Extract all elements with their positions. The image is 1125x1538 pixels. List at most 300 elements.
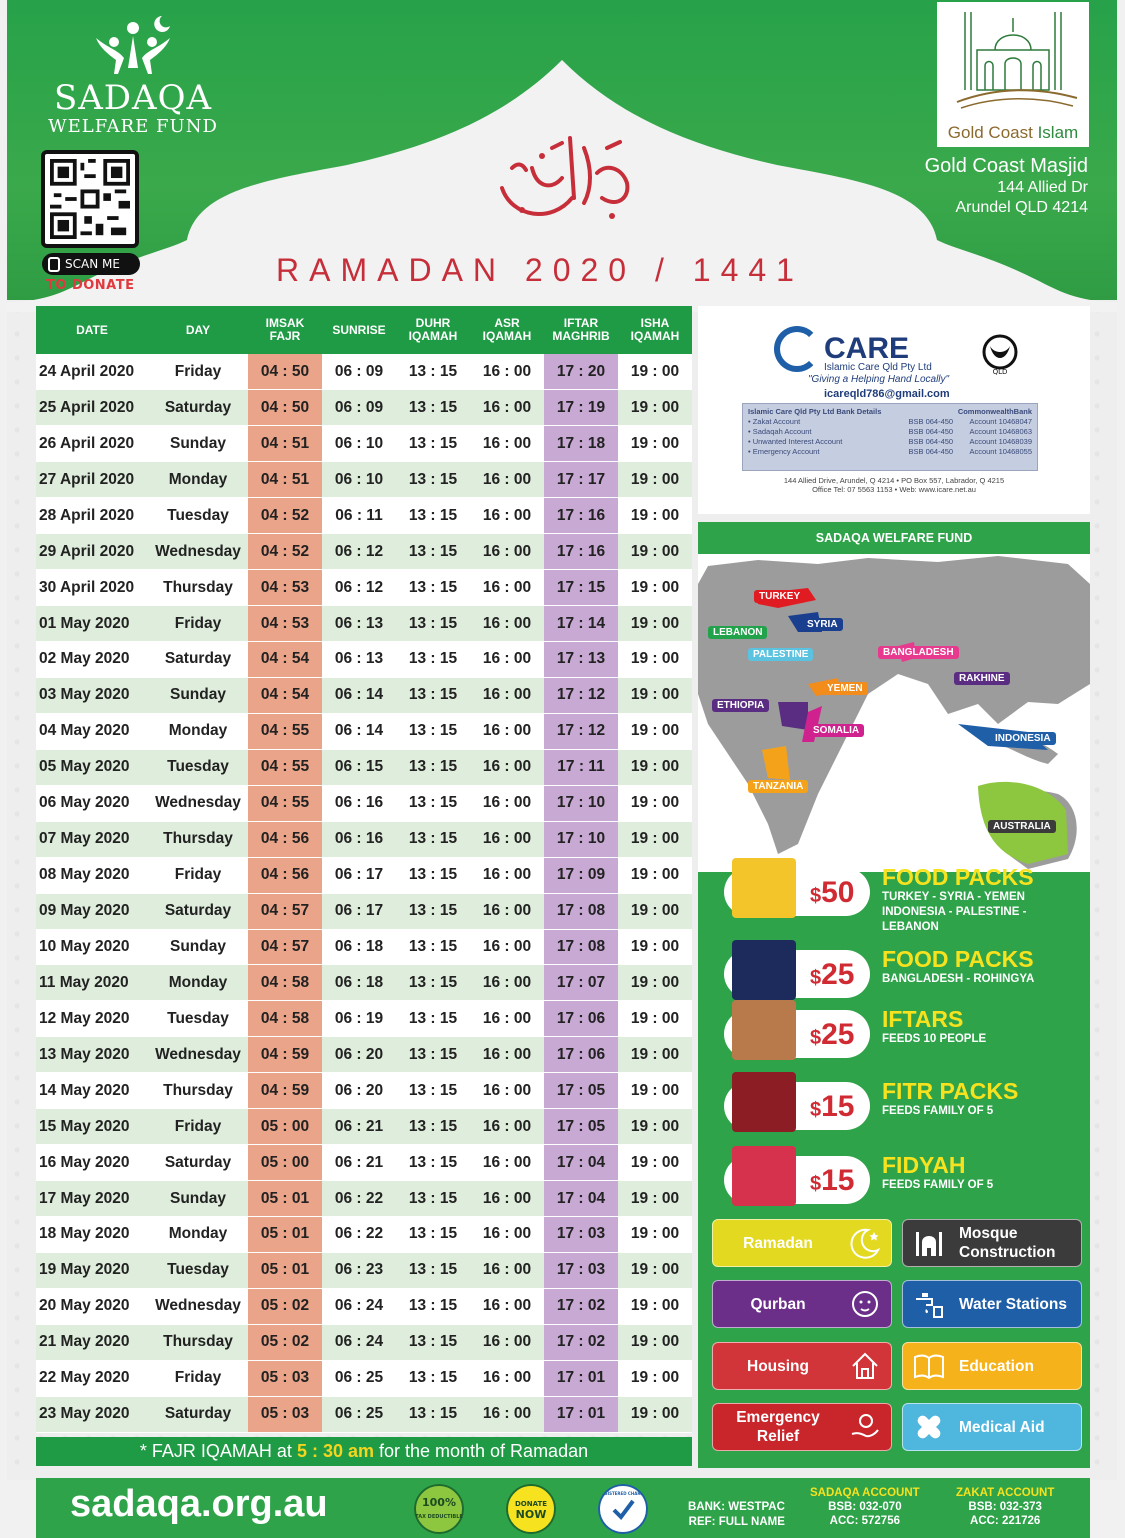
category-label: Ramadan	[743, 1234, 813, 1252]
cell-day: Tuesday	[148, 749, 248, 785]
table-row	[36, 929, 692, 965]
category-qurban[interactable]	[712, 1280, 892, 1328]
masjid-address	[925, 155, 1088, 218]
cell-date: 20 May 2020	[36, 1288, 148, 1324]
cell-date: 19 May 2020	[36, 1252, 148, 1288]
category-label: Housing	[747, 1357, 809, 1375]
cell-asr: 16 : 00	[470, 1145, 544, 1181]
category-ramadan[interactable]	[712, 1219, 892, 1267]
cell-fajr: 04 : 55	[248, 749, 322, 785]
cell-asr: 16 : 00	[470, 1073, 544, 1109]
cell-isha: 19 : 00	[618, 1073, 692, 1109]
table-row	[36, 1109, 692, 1145]
cell-fajr: 04 : 56	[248, 857, 322, 893]
logo-name: SADAQA	[53, 78, 213, 118]
food-pack-box-icon	[732, 1000, 796, 1060]
cell-isha: 19 : 00	[618, 1252, 692, 1288]
cell-sunrise: 06 : 25	[322, 1360, 396, 1396]
cell-iftar: 17 : 10	[544, 821, 618, 857]
cell-date: 13 May 2020	[36, 1037, 148, 1073]
cell-iftar: 17 : 12	[544, 677, 618, 713]
cell-sunrise: 06 : 10	[322, 426, 396, 462]
food-pack-box-icon	[732, 858, 796, 918]
address-line1: 144 Allied Dr	[997, 179, 1088, 196]
cell-isha: 19 : 00	[618, 462, 692, 498]
house-icon	[843, 1346, 887, 1386]
cell-isha: 19 : 00	[618, 426, 692, 462]
cell-fajr: 04 : 54	[248, 642, 322, 678]
cell-fajr: 04 : 57	[248, 893, 322, 929]
donation-title: IFTARS	[882, 1006, 964, 1032]
table-row	[36, 1073, 692, 1109]
donation-item[interactable]	[724, 858, 1084, 933]
cell-duhr: 13 : 15	[396, 1145, 470, 1181]
cell-isha: 19 : 00	[618, 965, 692, 1001]
gold-coast-islam-logo	[937, 2, 1089, 147]
icare-panel	[698, 306, 1090, 514]
icare-account-name: • Zakat Account	[748, 417, 801, 426]
cell-day: Sunday	[148, 426, 248, 462]
category-label: Water Stations	[959, 1295, 1067, 1313]
badge-tax-line2: TAX DEDUCTIBLE	[415, 1514, 463, 1520]
category-label: Mosque Construction	[959, 1225, 1056, 1261]
cell-duhr: 13 : 15	[396, 390, 470, 426]
cell-isha: 19 : 00	[618, 1181, 692, 1217]
bank-info	[688, 1500, 785, 1530]
donation-price	[810, 1090, 855, 1124]
cell-fajr: 04 : 54	[248, 677, 322, 713]
icare-account-row	[748, 447, 1032, 457]
column-header: IMSAK FAJR	[248, 306, 322, 354]
zakat-account	[956, 1486, 1054, 1528]
currency-symbol: $	[810, 885, 822, 907]
cell-day: Tuesday	[148, 1252, 248, 1288]
icare-account-acc: Account 10468055	[969, 447, 1032, 456]
cell-fajr: 04 : 53	[248, 606, 322, 642]
cell-isha: 19 : 00	[618, 606, 692, 642]
cell-sunrise: 06 : 21	[322, 1109, 396, 1145]
gc-green-text: Islam	[1037, 123, 1079, 142]
table-row	[36, 1360, 692, 1396]
cell-date: 22 May 2020	[36, 1360, 148, 1396]
cell-date: 15 May 2020	[36, 1109, 148, 1145]
table-row	[36, 1181, 692, 1217]
cell-iftar: 17 : 11	[544, 749, 618, 785]
cell-isha: 19 : 00	[618, 1145, 692, 1181]
cell-iftar: 17 : 05	[544, 1109, 618, 1145]
cell-fajr: 04 : 56	[248, 821, 322, 857]
cell-duhr: 13 : 15	[396, 1001, 470, 1037]
cell-date: 06 May 2020	[36, 785, 148, 821]
table-header-row	[36, 306, 692, 354]
cell-sunrise: 06 : 16	[322, 785, 396, 821]
donation-item[interactable]	[724, 1000, 1084, 1070]
category-label: Medical Aid	[959, 1418, 1045, 1436]
panel-title: SADAQA WELFARE FUND	[815, 531, 973, 545]
cell-isha: 19 : 00	[618, 354, 692, 390]
cell-duhr: 13 : 15	[396, 929, 470, 965]
price-value: 25	[821, 1018, 855, 1051]
cell-iftar: 17 : 08	[544, 929, 618, 965]
cell-isha: 19 : 00	[618, 1360, 692, 1396]
zakat-acc: ACC: 221726	[970, 1515, 1041, 1527]
cell-duhr: 13 : 15	[396, 1288, 470, 1324]
cell-iftar: 17 : 04	[544, 1181, 618, 1217]
cell-duhr: 13 : 15	[396, 642, 470, 678]
cell-sunrise: 06 : 12	[322, 570, 396, 606]
cell-isha: 19 : 00	[618, 929, 692, 965]
icare-account-bsb: BSB 064-450	[908, 417, 954, 426]
zakat-account-title: ZAKAT ACCOUNT	[956, 1487, 1055, 1499]
cell-date: 21 May 2020	[36, 1324, 148, 1360]
cell-iftar: 17 : 13	[544, 642, 618, 678]
table-row	[36, 857, 692, 893]
map-label-rakhine: RAKHINE	[954, 672, 1010, 685]
cell-fajr: 04 : 52	[248, 534, 322, 570]
icare-account-bsb: BSB 064-450	[908, 447, 954, 456]
cell-fajr: 04 : 53	[248, 570, 322, 606]
icare-bank-details	[742, 403, 1038, 471]
column-header: SUNRISE	[322, 306, 396, 354]
cell-date: 10 May 2020	[36, 929, 148, 965]
zakat-bsb: BSB: 032-373	[968, 1501, 1042, 1513]
registered-charity-badge	[598, 1484, 648, 1534]
cell-isha: 19 : 00	[618, 1109, 692, 1145]
map-label-indonesia: INDONESIA	[990, 732, 1056, 745]
cell-sunrise: 06 : 14	[322, 677, 396, 713]
icare-account-bsb: BSB 064-450	[908, 437, 954, 446]
donation-item[interactable]	[724, 1072, 1084, 1142]
cell-isha: 19 : 00	[618, 893, 692, 929]
cell-asr: 16 : 00	[470, 1288, 544, 1324]
website-link[interactable]: sadaqa.org.au	[70, 1483, 328, 1525]
table-row	[36, 390, 692, 426]
cell-fajr: 04 : 59	[248, 1073, 322, 1109]
icare-address	[698, 476, 1090, 494]
cell-sunrise: 06 : 22	[322, 1217, 396, 1253]
note-suffix: for the month of Ramadan	[373, 1441, 589, 1461]
cell-day: Thursday	[148, 570, 248, 606]
cell-duhr: 13 : 15	[396, 821, 470, 857]
mosque-icon	[907, 1223, 951, 1263]
cell-fajr: 05 : 01	[248, 1217, 322, 1253]
cell-date: 08 May 2020	[36, 857, 148, 893]
cell-fajr: 04 : 59	[248, 1037, 322, 1073]
cell-iftar: 17 : 03	[544, 1252, 618, 1288]
cell-date: 09 May 2020	[36, 893, 148, 929]
cell-sunrise: 06 : 13	[322, 606, 396, 642]
cell-date: 02 May 2020	[36, 642, 148, 678]
logo-subtitle: WELFARE FUND	[48, 116, 218, 137]
cell-duhr: 13 : 15	[396, 462, 470, 498]
cell-fajr: 04 : 57	[248, 929, 322, 965]
cell-sunrise: 06 : 22	[322, 1181, 396, 1217]
moon-star-icon	[843, 1223, 887, 1263]
cell-day: Friday	[148, 606, 248, 642]
cell-date: 04 May 2020	[36, 713, 148, 749]
tax-deductible-badge	[414, 1484, 464, 1534]
cell-date: 18 May 2020	[36, 1217, 148, 1253]
table-row	[36, 534, 692, 570]
cell-sunrise: 06 : 20	[322, 1073, 396, 1109]
cell-isha: 19 : 00	[618, 570, 692, 606]
table-row	[36, 1288, 692, 1324]
donation-item[interactable]	[724, 1146, 1084, 1216]
cell-fajr: 04 : 55	[248, 785, 322, 821]
cell-asr: 16 : 00	[470, 677, 544, 713]
cell-asr: 16 : 00	[470, 1181, 544, 1217]
prayer-timetable	[36, 306, 692, 1433]
cell-sunrise: 06 : 24	[322, 1324, 396, 1360]
price-value: 50	[821, 876, 855, 909]
cell-iftar: 17 : 02	[544, 1324, 618, 1360]
cell-duhr: 13 : 15	[396, 1396, 470, 1432]
cell-day: Saturday	[148, 1396, 248, 1432]
column-header: DUHR IQAMAH	[396, 306, 470, 354]
cell-date: 23 May 2020	[36, 1396, 148, 1432]
cell-fajr: 05 : 01	[248, 1181, 322, 1217]
cell-asr: 16 : 00	[470, 570, 544, 606]
category-water-stations[interactable]	[902, 1280, 1082, 1328]
cell-sunrise: 06 : 23	[322, 1252, 396, 1288]
icare-account-acc: Account 10468063	[969, 427, 1032, 436]
scan-me-text: SCAN ME	[65, 257, 120, 271]
cell-date: 01 May 2020	[36, 606, 148, 642]
cell-sunrise: 06 : 20	[322, 1037, 396, 1073]
category-label: Education	[959, 1357, 1034, 1375]
cell-iftar: 17 : 20	[544, 354, 618, 390]
donation-description: FEEDS 10 PEOPLE	[882, 1033, 987, 1045]
fajr-iqamah-note	[36, 1437, 692, 1466]
cell-asr: 16 : 00	[470, 426, 544, 462]
cell-asr: 16 : 00	[470, 498, 544, 534]
cell-asr: 16 : 00	[470, 713, 544, 749]
cell-asr: 16 : 00	[470, 534, 544, 570]
cell-date: 27 April 2020	[36, 462, 148, 498]
cell-asr: 16 : 00	[470, 1001, 544, 1037]
cell-sunrise: 06 : 18	[322, 929, 396, 965]
cell-fajr: 04 : 51	[248, 426, 322, 462]
cell-day: Monday	[148, 965, 248, 1001]
donation-title: FITR PACKS	[882, 1078, 1019, 1104]
map-label-lebanon: LEBANON	[708, 626, 767, 639]
cell-isha: 19 : 00	[618, 498, 692, 534]
qr-code-icon	[50, 159, 130, 239]
cell-sunrise: 06 : 24	[322, 1288, 396, 1324]
cell-fajr: 04 : 58	[248, 1001, 322, 1037]
currency-symbol: $	[810, 1173, 822, 1195]
cell-duhr: 13 : 15	[396, 570, 470, 606]
cell-sunrise: 06 : 11	[322, 498, 396, 534]
icare-company: Islamic Care Qld Pty Ltd	[824, 362, 932, 373]
sadaqa-account	[810, 1486, 920, 1528]
cell-sunrise: 06 : 17	[322, 893, 396, 929]
cell-day: Saturday	[148, 642, 248, 678]
table-row	[36, 1145, 692, 1181]
column-header: ASR IQAMAH	[470, 306, 544, 354]
icare-ring-icon	[774, 326, 820, 372]
category-label: Qurban	[750, 1295, 806, 1313]
cell-day: Monday	[148, 1217, 248, 1253]
cell-fajr: 04 : 52	[248, 498, 322, 534]
cell-date: 03 May 2020	[36, 677, 148, 713]
table-row	[36, 1217, 692, 1253]
ref-label: REF:	[688, 1516, 716, 1528]
donation-description: FEEDS FAMILY OF 5	[882, 1179, 994, 1191]
sadaqa-account-title: SADAQA ACCOUNT	[810, 1487, 920, 1499]
bank-label: BANK:	[688, 1501, 726, 1513]
table-row	[36, 965, 692, 1001]
cell-asr: 16 : 00	[470, 965, 544, 1001]
cell-asr: 16 : 00	[470, 749, 544, 785]
table-row	[36, 498, 692, 534]
cell-sunrise: 06 : 10	[322, 462, 396, 498]
icare-name: CARE	[824, 332, 910, 365]
currency-symbol: $	[810, 1027, 822, 1049]
cell-isha: 19 : 00	[618, 1037, 692, 1073]
map-label-australia: AUSTRALIA	[988, 820, 1056, 833]
cell-day: Tuesday	[148, 498, 248, 534]
address-line2: Arundel QLD 4214	[955, 199, 1088, 216]
cell-asr: 16 : 00	[470, 1360, 544, 1396]
cell-duhr: 13 : 15	[396, 498, 470, 534]
category-emergency-relief[interactable]	[712, 1403, 892, 1451]
category-mosque-construction[interactable]	[902, 1219, 1082, 1267]
cell-isha: 19 : 00	[618, 749, 692, 785]
cell-iftar: 17 : 09	[544, 857, 618, 893]
badge-charity-text: REGISTERED CHARITY	[598, 1491, 648, 1496]
cell-duhr: 13 : 15	[396, 893, 470, 929]
donation-description: FEEDS FAMILY OF 5	[882, 1105, 994, 1117]
cell-iftar: 17 : 16	[544, 498, 618, 534]
cell-asr: 16 : 00	[470, 1252, 544, 1288]
cell-duhr: 13 : 15	[396, 606, 470, 642]
cell-sunrise: 06 : 14	[322, 713, 396, 749]
cell-iftar: 17 : 16	[544, 534, 618, 570]
cell-sunrise: 06 : 19	[322, 1001, 396, 1037]
cell-duhr: 13 : 15	[396, 1252, 470, 1288]
table-row	[36, 1001, 692, 1037]
cell-fajr: 05 : 00	[248, 1145, 322, 1181]
cell-asr: 16 : 00	[470, 462, 544, 498]
icare-tagline: "Giving a Helping Hand Locally"	[808, 374, 950, 385]
cell-duhr: 13 : 15	[396, 713, 470, 749]
cell-iftar: 17 : 15	[544, 570, 618, 606]
food-pack-box-icon	[732, 940, 796, 1000]
category-medical-aid[interactable]	[902, 1403, 1082, 1451]
cell-iftar: 17 : 04	[544, 1145, 618, 1181]
badge-donate-line1: DONATE	[514, 1500, 548, 1508]
cell-isha: 19 : 00	[618, 390, 692, 426]
bank-name: CommonwealthBank	[957, 407, 1032, 416]
bandage-icon	[907, 1407, 951, 1447]
cell-duhr: 13 : 15	[396, 1181, 470, 1217]
cell-sunrise: 06 : 12	[322, 534, 396, 570]
cell-date: 17 May 2020	[36, 1181, 148, 1217]
cell-asr: 16 : 00	[470, 1109, 544, 1145]
category-education[interactable]	[902, 1342, 1082, 1390]
footer	[36, 1478, 1090, 1538]
cell-isha: 19 : 00	[618, 642, 692, 678]
cell-duhr: 13 : 15	[396, 965, 470, 1001]
icare-account-row	[748, 437, 1032, 447]
cell-fajr: 04 : 51	[248, 462, 322, 498]
cell-day: Friday	[148, 1360, 248, 1396]
cell-day: Sunday	[148, 1181, 248, 1217]
map-label-ethiopia: ETHIOPIA	[712, 699, 769, 712]
water-tap-icon	[907, 1284, 951, 1324]
cell-day: Saturday	[148, 390, 248, 426]
cell-fajr: 04 : 50	[248, 354, 322, 390]
icare-account-name: • Unwanted Interest Account	[748, 437, 843, 446]
cell-duhr: 13 : 15	[396, 1217, 470, 1253]
cell-duhr: 13 : 15	[396, 1037, 470, 1073]
map-label-yemen: YEMEN	[822, 682, 868, 695]
food-pack-box-icon	[732, 1072, 796, 1132]
donate-now-badge[interactable]	[506, 1484, 556, 1534]
world-map	[698, 554, 1090, 872]
cell-sunrise: 06 : 25	[322, 1396, 396, 1432]
cell-day: Tuesday	[148, 1001, 248, 1037]
column-header: DATE	[36, 306, 148, 354]
helping-hand-icon	[843, 1407, 887, 1447]
cell-isha: 19 : 00	[618, 1217, 692, 1253]
cell-sunrise: 06 : 09	[322, 390, 396, 426]
map-label-syria: SYRIA	[802, 618, 843, 631]
cell-duhr: 13 : 15	[396, 426, 470, 462]
sheep-icon	[843, 1284, 887, 1324]
cell-sunrise: 06 : 18	[322, 965, 396, 1001]
map-label-palestine: PALESTINE	[748, 648, 813, 661]
cell-asr: 16 : 00	[470, 390, 544, 426]
cell-fajr: 05 : 00	[248, 1109, 322, 1145]
cell-day: Saturday	[148, 893, 248, 929]
cell-iftar: 17 : 05	[544, 1073, 618, 1109]
cell-fajr: 05 : 02	[248, 1324, 322, 1360]
icare-contact-line: Office Tel: 07 5563 1153 • Web: www.icare.net.au	[812, 485, 976, 494]
icare-account-bsb: BSB 064-450	[908, 427, 954, 436]
table-row	[36, 642, 692, 678]
welfare-fund-panel	[698, 522, 1090, 1468]
cell-iftar: 17 : 01	[544, 1396, 618, 1432]
map-label-somalia: SOMALIA	[808, 724, 864, 737]
bank-value: WESTPAC	[728, 1501, 785, 1513]
donate-qr-code[interactable]	[41, 150, 139, 248]
column-header: DAY	[148, 306, 248, 354]
people-moon-icon	[88, 8, 178, 80]
category-housing[interactable]	[712, 1342, 892, 1390]
icare-email: icareqld786@gmail.com	[824, 388, 950, 400]
timetable-table	[36, 306, 692, 1433]
cell-asr: 16 : 00	[470, 1396, 544, 1432]
cell-day: Monday	[148, 462, 248, 498]
masjid-name: Gold Coast Masjid	[924, 155, 1088, 177]
cell-day: Wednesday	[148, 1037, 248, 1073]
table-row	[36, 821, 692, 857]
phone-icon	[48, 257, 60, 272]
cell-sunrise: 06 : 09	[322, 354, 396, 390]
note-prefix: * FAJR IQAMAH at	[139, 1441, 297, 1461]
cell-duhr: 13 : 15	[396, 1109, 470, 1145]
table-row	[36, 1324, 692, 1360]
donation-price	[810, 876, 855, 910]
cell-iftar: 17 : 06	[544, 1001, 618, 1037]
cell-fajr: 05 : 03	[248, 1360, 322, 1396]
food-pack-box-icon	[732, 1146, 796, 1206]
cell-day: Sunday	[148, 929, 248, 965]
sadaqa-bsb: BSB: 032-070	[828, 1501, 902, 1513]
badge-tax-line1: 100%	[422, 1496, 456, 1509]
